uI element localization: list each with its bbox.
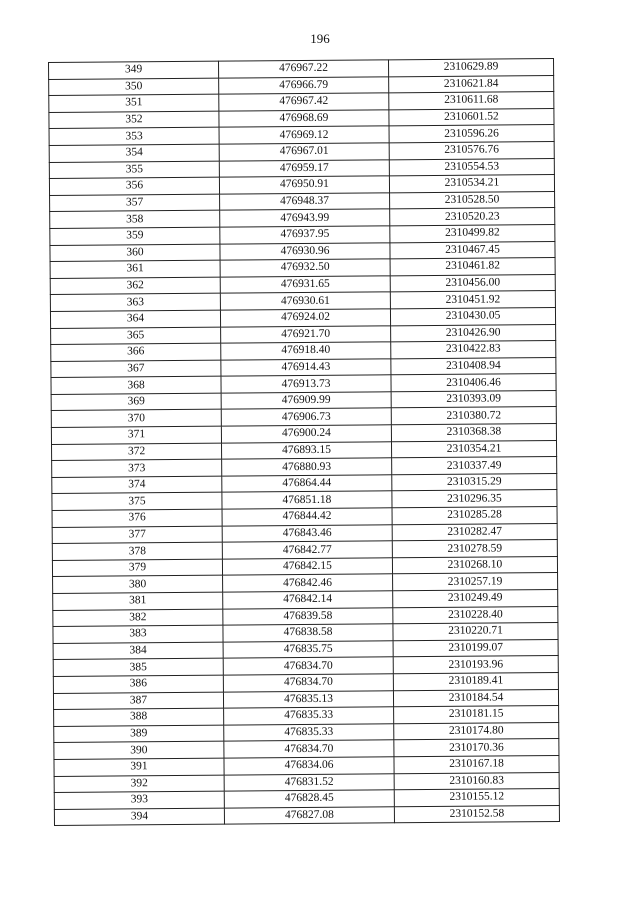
- y-coordinate-cell: 2310268.10: [392, 556, 557, 574]
- point-number-cell: 390: [54, 741, 224, 759]
- y-coordinate-cell: 2310282.47: [392, 523, 557, 541]
- y-coordinate-cell: 2310174.80: [394, 722, 559, 740]
- y-coordinate-cell: 2310337.49: [392, 457, 557, 475]
- y-coordinate-cell: 2310249.49: [393, 590, 558, 608]
- x-coordinate-cell: 476828.45: [224, 790, 394, 808]
- point-number-cell: 377: [52, 526, 222, 544]
- x-coordinate-cell: 476967.42: [219, 93, 389, 111]
- page-number: 196: [310, 31, 330, 46]
- point-number-cell: 392: [54, 775, 224, 793]
- x-coordinate-cell: 476948.37: [220, 193, 390, 211]
- point-number-cell: 366: [51, 343, 221, 361]
- x-coordinate-cell: 476842.46: [223, 574, 393, 592]
- x-coordinate-cell: 476831.52: [224, 773, 394, 791]
- y-coordinate-cell: 2310285.28: [392, 507, 557, 525]
- y-coordinate-cell: 2310257.19: [393, 573, 558, 591]
- x-coordinate-cell: 476906.73: [221, 408, 391, 426]
- y-coordinate-cell: 2310534.21: [389, 175, 554, 193]
- x-coordinate-cell: 476835.33: [224, 707, 394, 725]
- y-coordinate-cell: 2310181.15: [394, 706, 559, 724]
- x-coordinate-cell: 476835.33: [224, 724, 394, 742]
- point-number-cell: 387: [53, 692, 223, 710]
- y-coordinate-cell: 2310621.84: [389, 75, 554, 93]
- point-number-cell: 393: [54, 791, 224, 809]
- x-coordinate-cell: 476913.73: [221, 375, 391, 393]
- x-coordinate-cell: 476909.99: [221, 392, 391, 410]
- y-coordinate-cell: 2310184.54: [393, 689, 558, 707]
- table-row: [54, 805, 559, 826]
- x-coordinate-cell: 476966.79: [219, 76, 389, 94]
- x-coordinate-cell: 476937.95: [220, 226, 390, 244]
- point-number-cell: 356: [49, 177, 219, 195]
- y-coordinate-cell: 2310596.26: [389, 125, 554, 143]
- x-coordinate-cell: 476968.69: [219, 110, 389, 128]
- coordinates-table: [48, 58, 560, 826]
- x-coordinate-cell: 476839.58: [223, 607, 393, 625]
- x-coordinate-cell: 476924.02: [220, 309, 390, 327]
- y-coordinate-cell: 2310611.68: [389, 92, 554, 110]
- y-coordinate-cell: 2310296.35: [392, 490, 557, 508]
- x-coordinate-cell: 476835.13: [223, 690, 393, 708]
- x-coordinate-cell: 476834.70: [223, 657, 393, 675]
- point-number-cell: 388: [54, 708, 224, 726]
- point-number-cell: 371: [51, 426, 221, 444]
- point-number-cell: 361: [50, 260, 220, 278]
- y-coordinate-cell: 2310354.21: [391, 440, 556, 458]
- point-number-cell: 391: [54, 758, 224, 776]
- point-number-cell: 372: [52, 443, 222, 461]
- x-coordinate-cell: 476918.40: [221, 342, 391, 360]
- y-coordinate-cell: 2310499.82: [390, 224, 555, 242]
- x-coordinate-cell: 476967.01: [219, 143, 389, 161]
- point-number-cell: 375: [52, 493, 222, 511]
- point-number-cell: 365: [51, 327, 221, 345]
- point-number-cell: 368: [51, 376, 221, 394]
- x-coordinate-cell: 476842.15: [222, 558, 392, 576]
- y-coordinate-cell: 2310528.50: [390, 191, 555, 209]
- y-coordinate-cell: 2310430.05: [390, 307, 555, 325]
- x-coordinate-cell: 476834.70: [224, 740, 394, 758]
- point-number-cell: 381: [53, 592, 223, 610]
- point-number-cell: 364: [50, 310, 220, 328]
- y-coordinate-cell: 2310406.46: [391, 374, 556, 392]
- x-coordinate-cell: 476844.42: [222, 508, 392, 526]
- point-number-cell: 355: [49, 161, 219, 179]
- x-coordinate-cell: 476834.06: [224, 757, 394, 775]
- y-coordinate-cell: 2310467.45: [390, 241, 555, 259]
- x-coordinate-cell: 476943.99: [220, 209, 390, 227]
- point-number-cell: 352: [49, 111, 219, 129]
- x-coordinate-cell: 476959.17: [219, 159, 389, 177]
- y-coordinate-cell: 2310152.58: [394, 805, 559, 823]
- x-coordinate-cell: 476864.44: [222, 475, 392, 493]
- point-number-cell: 357: [50, 194, 220, 212]
- y-coordinate-cell: 2310170.36: [394, 739, 559, 757]
- y-coordinate-cell: 2310167.18: [394, 755, 559, 773]
- x-coordinate-cell: 476880.93: [222, 458, 392, 476]
- y-coordinate-cell: 2310380.72: [391, 407, 556, 425]
- y-coordinate-cell: 2310629.89: [388, 59, 553, 77]
- x-coordinate-cell: 476851.18: [222, 491, 392, 509]
- point-number-cell: 384: [53, 642, 223, 660]
- point-number-cell: 374: [52, 476, 222, 494]
- point-number-cell: 378: [52, 542, 222, 560]
- point-number-cell: 370: [51, 410, 221, 428]
- point-number-cell: 353: [49, 128, 219, 146]
- point-number-cell: 354: [49, 144, 219, 162]
- y-coordinate-cell: 2310155.12: [394, 789, 559, 807]
- point-number-cell: 389: [54, 725, 224, 743]
- point-number-cell: 360: [50, 244, 220, 262]
- x-coordinate-cell: 476835.75: [223, 641, 393, 659]
- y-coordinate-cell: 2310451.92: [390, 291, 555, 309]
- x-coordinate-cell: 476900.24: [221, 425, 391, 443]
- x-coordinate-cell: 476834.70: [223, 674, 393, 692]
- point-number-cell: 351: [49, 94, 219, 112]
- point-number-cell: 379: [52, 559, 222, 577]
- x-coordinate-cell: 476838.58: [223, 624, 393, 642]
- y-coordinate-cell: 2310422.83: [391, 341, 556, 359]
- y-coordinate-cell: 2310408.94: [391, 357, 556, 375]
- x-coordinate-cell: 476930.96: [220, 242, 390, 260]
- y-coordinate-cell: 2310456.00: [390, 274, 555, 292]
- point-number-cell: 385: [53, 659, 223, 677]
- y-coordinate-cell: 2310220.71: [393, 623, 558, 641]
- point-number-cell: 363: [50, 293, 220, 311]
- y-coordinate-cell: 2310426.90: [391, 324, 556, 342]
- point-number-cell: 373: [52, 459, 222, 477]
- point-number-cell: 349: [49, 61, 219, 79]
- y-coordinate-cell: 2310228.40: [393, 606, 558, 624]
- point-number-cell: 376: [52, 509, 222, 527]
- coordinates-table-body: [49, 59, 560, 826]
- x-coordinate-cell: 476842.14: [223, 591, 393, 609]
- y-coordinate-cell: 2310461.82: [390, 258, 555, 276]
- y-coordinate-cell: 2310554.53: [389, 158, 554, 176]
- point-number-cell: 350: [49, 78, 219, 96]
- y-coordinate-cell: 2310576.76: [389, 141, 554, 159]
- y-coordinate-cell: 2310368.38: [391, 424, 556, 442]
- y-coordinate-cell: 2310199.07: [393, 639, 558, 657]
- point-number-cell: 369: [51, 393, 221, 411]
- x-coordinate-cell: 476914.43: [221, 359, 391, 377]
- point-number-cell: 362: [50, 277, 220, 295]
- y-coordinate-cell: 2310601.52: [389, 108, 554, 126]
- point-number-cell: 386: [53, 675, 223, 693]
- point-number-cell: 383: [53, 625, 223, 643]
- point-number-cell: 380: [53, 576, 223, 594]
- y-coordinate-cell: 2310189.41: [393, 672, 558, 690]
- x-coordinate-cell: 476969.12: [219, 126, 389, 144]
- y-coordinate-cell: 2310315.29: [392, 473, 557, 491]
- point-number-cell: 367: [51, 360, 221, 378]
- point-number-cell: 358: [50, 211, 220, 229]
- y-coordinate-cell: 2310193.96: [393, 656, 558, 674]
- x-coordinate-cell: 476950.91: [219, 176, 389, 194]
- point-number-cell: 382: [53, 609, 223, 627]
- x-coordinate-cell: 476921.70: [221, 325, 391, 343]
- y-coordinate-cell: 2310278.59: [392, 540, 557, 558]
- x-coordinate-cell: 476932.50: [220, 259, 390, 277]
- x-coordinate-cell: 476843.46: [222, 524, 392, 542]
- x-coordinate-cell: 476930.61: [220, 292, 390, 310]
- x-coordinate-cell: 476967.22: [218, 60, 388, 78]
- x-coordinate-cell: 476931.65: [220, 276, 390, 294]
- y-coordinate-cell: 2310160.83: [394, 772, 559, 790]
- x-coordinate-cell: 476842.77: [222, 541, 392, 559]
- point-number-cell: 394: [54, 808, 224, 826]
- point-number-cell: 359: [50, 227, 220, 245]
- y-coordinate-cell: 2310520.23: [390, 208, 555, 226]
- x-coordinate-cell: 476893.15: [221, 441, 391, 459]
- y-coordinate-cell: 2310393.09: [391, 390, 556, 408]
- x-coordinate-cell: 476827.08: [224, 807, 394, 825]
